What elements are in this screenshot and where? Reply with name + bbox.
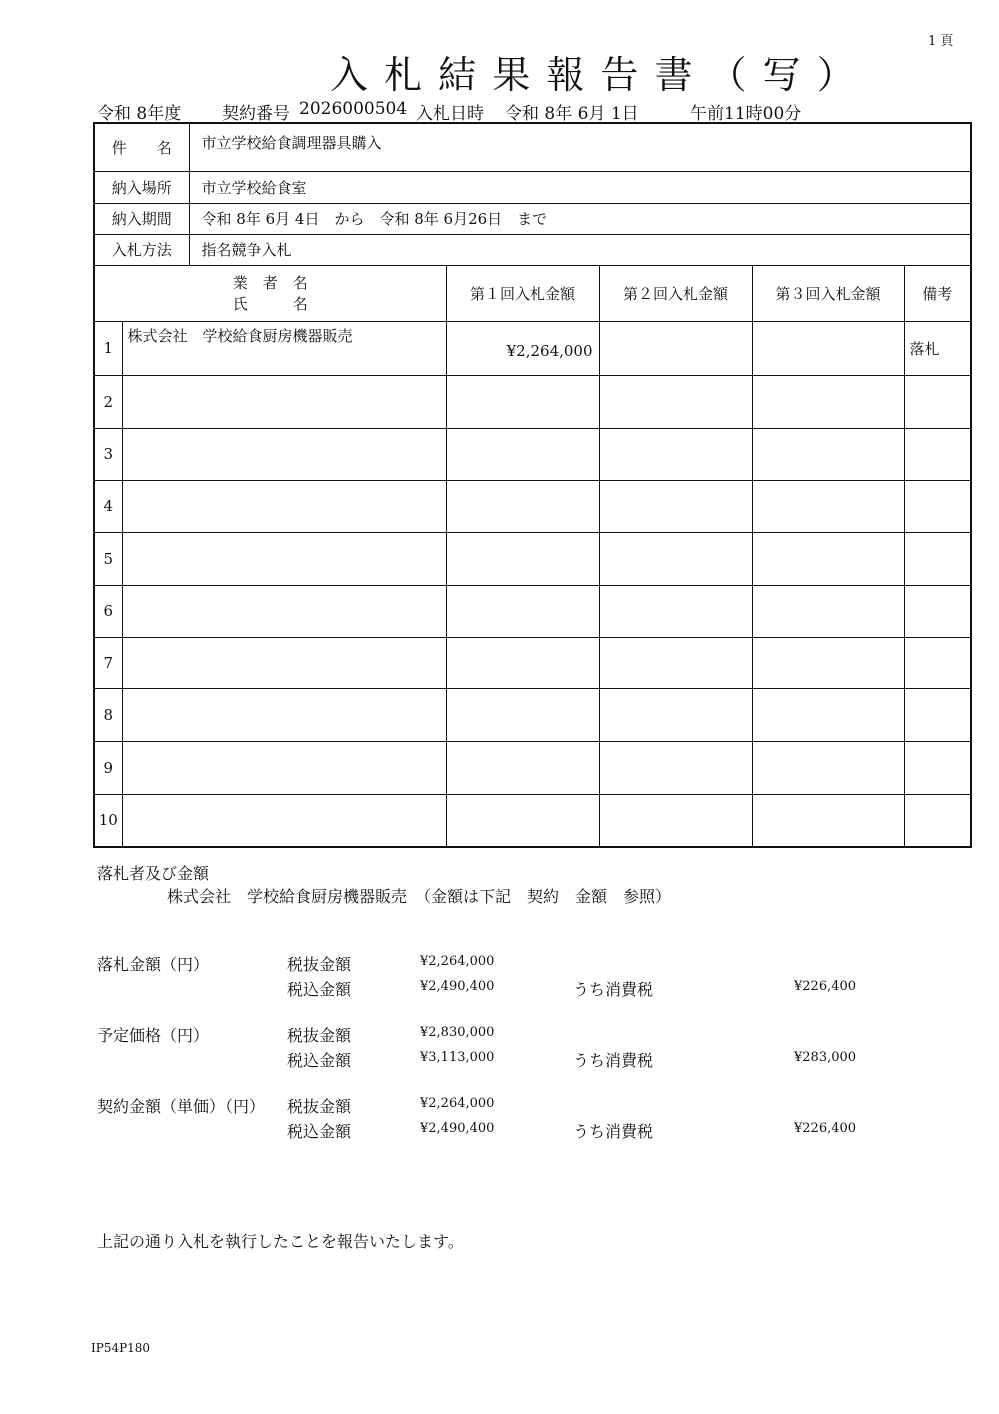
- round1-amount: [446, 637, 599, 688]
- round2-amount: [599, 428, 752, 480]
- table-row: [94, 480, 971, 532]
- row-number: 7: [94, 637, 122, 688]
- note-cell: [904, 428, 971, 480]
- incl-tax-label: 税込金額: [287, 980, 352, 999]
- tax-label: うち消費税: [573, 1122, 654, 1141]
- company-name: 株式会社 学校給食厨房機器販売: [122, 321, 446, 375]
- round3-amount: [752, 637, 904, 688]
- round2-amount: [599, 480, 752, 532]
- row-number: 10: [94, 794, 122, 847]
- round3-amount: [752, 375, 904, 428]
- table-row: [94, 585, 971, 637]
- row-number: 4: [94, 480, 122, 532]
- note-cell: [904, 688, 971, 741]
- round2-amount: [599, 637, 752, 688]
- bid-method-value: 指名競争入札: [189, 234, 971, 265]
- row-number: 3: [94, 428, 122, 480]
- company-name: [122, 637, 446, 688]
- note-cell: [904, 637, 971, 688]
- note-cell: [904, 532, 971, 585]
- round3-amount: [752, 585, 904, 637]
- tax-label: うち消費税: [573, 980, 654, 999]
- round1-amount: [446, 428, 599, 480]
- note-cell: [904, 375, 971, 428]
- subject-value: 市立学校給食調理器具購入: [189, 123, 971, 171]
- price-block-label: 落札金額（円）: [97, 955, 210, 974]
- company-name: [122, 532, 446, 585]
- tax-value: ¥226,400: [794, 979, 857, 994]
- company-name: [122, 480, 446, 532]
- tax-value: ¥283,000: [794, 1050, 857, 1065]
- company-header: [94, 265, 446, 321]
- company-name: [122, 688, 446, 741]
- company-name: [122, 585, 446, 637]
- incl-tax-value: ¥2,490,400: [420, 979, 495, 994]
- subject-label: 件 名: [94, 123, 189, 171]
- delivery-place-value: 市立学校給食室: [189, 171, 971, 203]
- table-row: [94, 532, 971, 585]
- row-number: 8: [94, 688, 122, 741]
- round1-amount: [446, 375, 599, 428]
- round1-amount: [446, 741, 599, 794]
- tax-value: ¥226,400: [794, 1121, 857, 1136]
- case-no-label: 契約番号: [222, 104, 290, 124]
- company-name: [122, 741, 446, 794]
- company-header-line2: 氏 名: [232, 295, 308, 313]
- note-cell: [904, 585, 971, 637]
- table-row: [94, 637, 971, 688]
- bid-method-label: 入札方法: [94, 234, 189, 265]
- row-number: 9: [94, 741, 122, 794]
- winner-text: 株式会社 学校給食厨房機器販売 （金額は下記 契約 金額 参照）: [167, 887, 672, 906]
- round2-header: 第２回入札金額: [599, 265, 752, 321]
- company-name: [122, 794, 446, 847]
- note-header: 備考: [904, 265, 971, 321]
- note-cell: 落札: [904, 321, 971, 375]
- excl-tax-label: 税抜金額: [287, 1026, 352, 1045]
- round1-header: 第１回入札金額: [446, 265, 599, 321]
- bid-result-table: [93, 122, 972, 848]
- table-row: [94, 428, 971, 480]
- excl-tax-value: ¥2,264,000: [420, 954, 495, 969]
- price-block-label: 契約金額（単価）（円）: [97, 1097, 266, 1116]
- excl-tax-label: 税抜金額: [287, 955, 352, 974]
- company-name: [122, 428, 446, 480]
- table-row: [94, 375, 971, 428]
- round1-amount: [446, 480, 599, 532]
- form-code: IP54P180: [91, 1341, 151, 1355]
- round2-amount: [599, 532, 752, 585]
- bid-rows: [94, 321, 971, 847]
- price-block-label: 予定価格（円）: [97, 1026, 210, 1045]
- incl-tax-label: 税込金額: [287, 1051, 352, 1070]
- delivery-period-label: 納入期間: [94, 203, 189, 234]
- table-row: [94, 321, 971, 375]
- round2-amount: [599, 688, 752, 741]
- excl-tax-value: ¥2,830,000: [420, 1025, 495, 1040]
- note-cell: [904, 480, 971, 532]
- excl-tax-label: 税抜金額: [287, 1097, 352, 1116]
- note-cell: [904, 741, 971, 794]
- bid-time: 午前11時00分: [690, 104, 802, 124]
- round3-header: 第３回入札金額: [752, 265, 904, 321]
- incl-tax-value: ¥3,113,000: [420, 1050, 495, 1065]
- round1-amount: [446, 585, 599, 637]
- round2-amount: [599, 741, 752, 794]
- round3-amount: [752, 428, 904, 480]
- round2-amount: [599, 585, 752, 637]
- round3-amount: [752, 794, 904, 847]
- round3-amount: [752, 741, 904, 794]
- round2-amount: [599, 375, 752, 428]
- tax-label: うち消費税: [573, 1051, 654, 1070]
- table-row: [94, 741, 971, 794]
- round2-amount: [599, 794, 752, 847]
- row-number: 5: [94, 532, 122, 585]
- winner-label: 落札者及び金額: [97, 864, 210, 883]
- note-cell: [904, 794, 971, 847]
- round3-amount: [752, 688, 904, 741]
- incl-tax-value: ¥2,490,400: [420, 1121, 495, 1136]
- row-number: 6: [94, 585, 122, 637]
- row-number: 1: [94, 321, 122, 375]
- delivery-period-value: 令和 8年 6月 4日 から 令和 8年 6月26日 まで: [189, 203, 971, 234]
- round1-amount: ¥2,264,000: [446, 321, 599, 375]
- round3-amount: [752, 321, 904, 375]
- bid-date: 令和 8年 6月 1日: [505, 104, 639, 124]
- table-row: [94, 688, 971, 741]
- round1-amount: [446, 794, 599, 847]
- document-title: 入 札 結 果 報 告 書 （ 写 ）: [330, 53, 857, 97]
- case-no: 2026000504: [299, 99, 408, 119]
- closing-remark: 上記の通り入札を執行したことを報告いたします。: [97, 1232, 464, 1251]
- company-header-line1: 業 者 名: [232, 274, 308, 292]
- round2-amount: [599, 321, 752, 375]
- excl-tax-value: ¥2,264,000: [420, 1096, 495, 1111]
- bid-date-label: 入札日時: [416, 104, 484, 124]
- round3-amount: [752, 480, 904, 532]
- table-row: [94, 794, 971, 847]
- round1-amount: [446, 688, 599, 741]
- row-number: 2: [94, 375, 122, 428]
- company-name: [122, 375, 446, 428]
- fiscal-year: 令和 8年度: [97, 104, 182, 124]
- round3-amount: [752, 532, 904, 585]
- page-number: 1 頁: [928, 34, 954, 49]
- delivery-place-label: 納入場所: [94, 171, 189, 203]
- round1-amount: [446, 532, 599, 585]
- incl-tax-label: 税込金額: [287, 1122, 352, 1141]
